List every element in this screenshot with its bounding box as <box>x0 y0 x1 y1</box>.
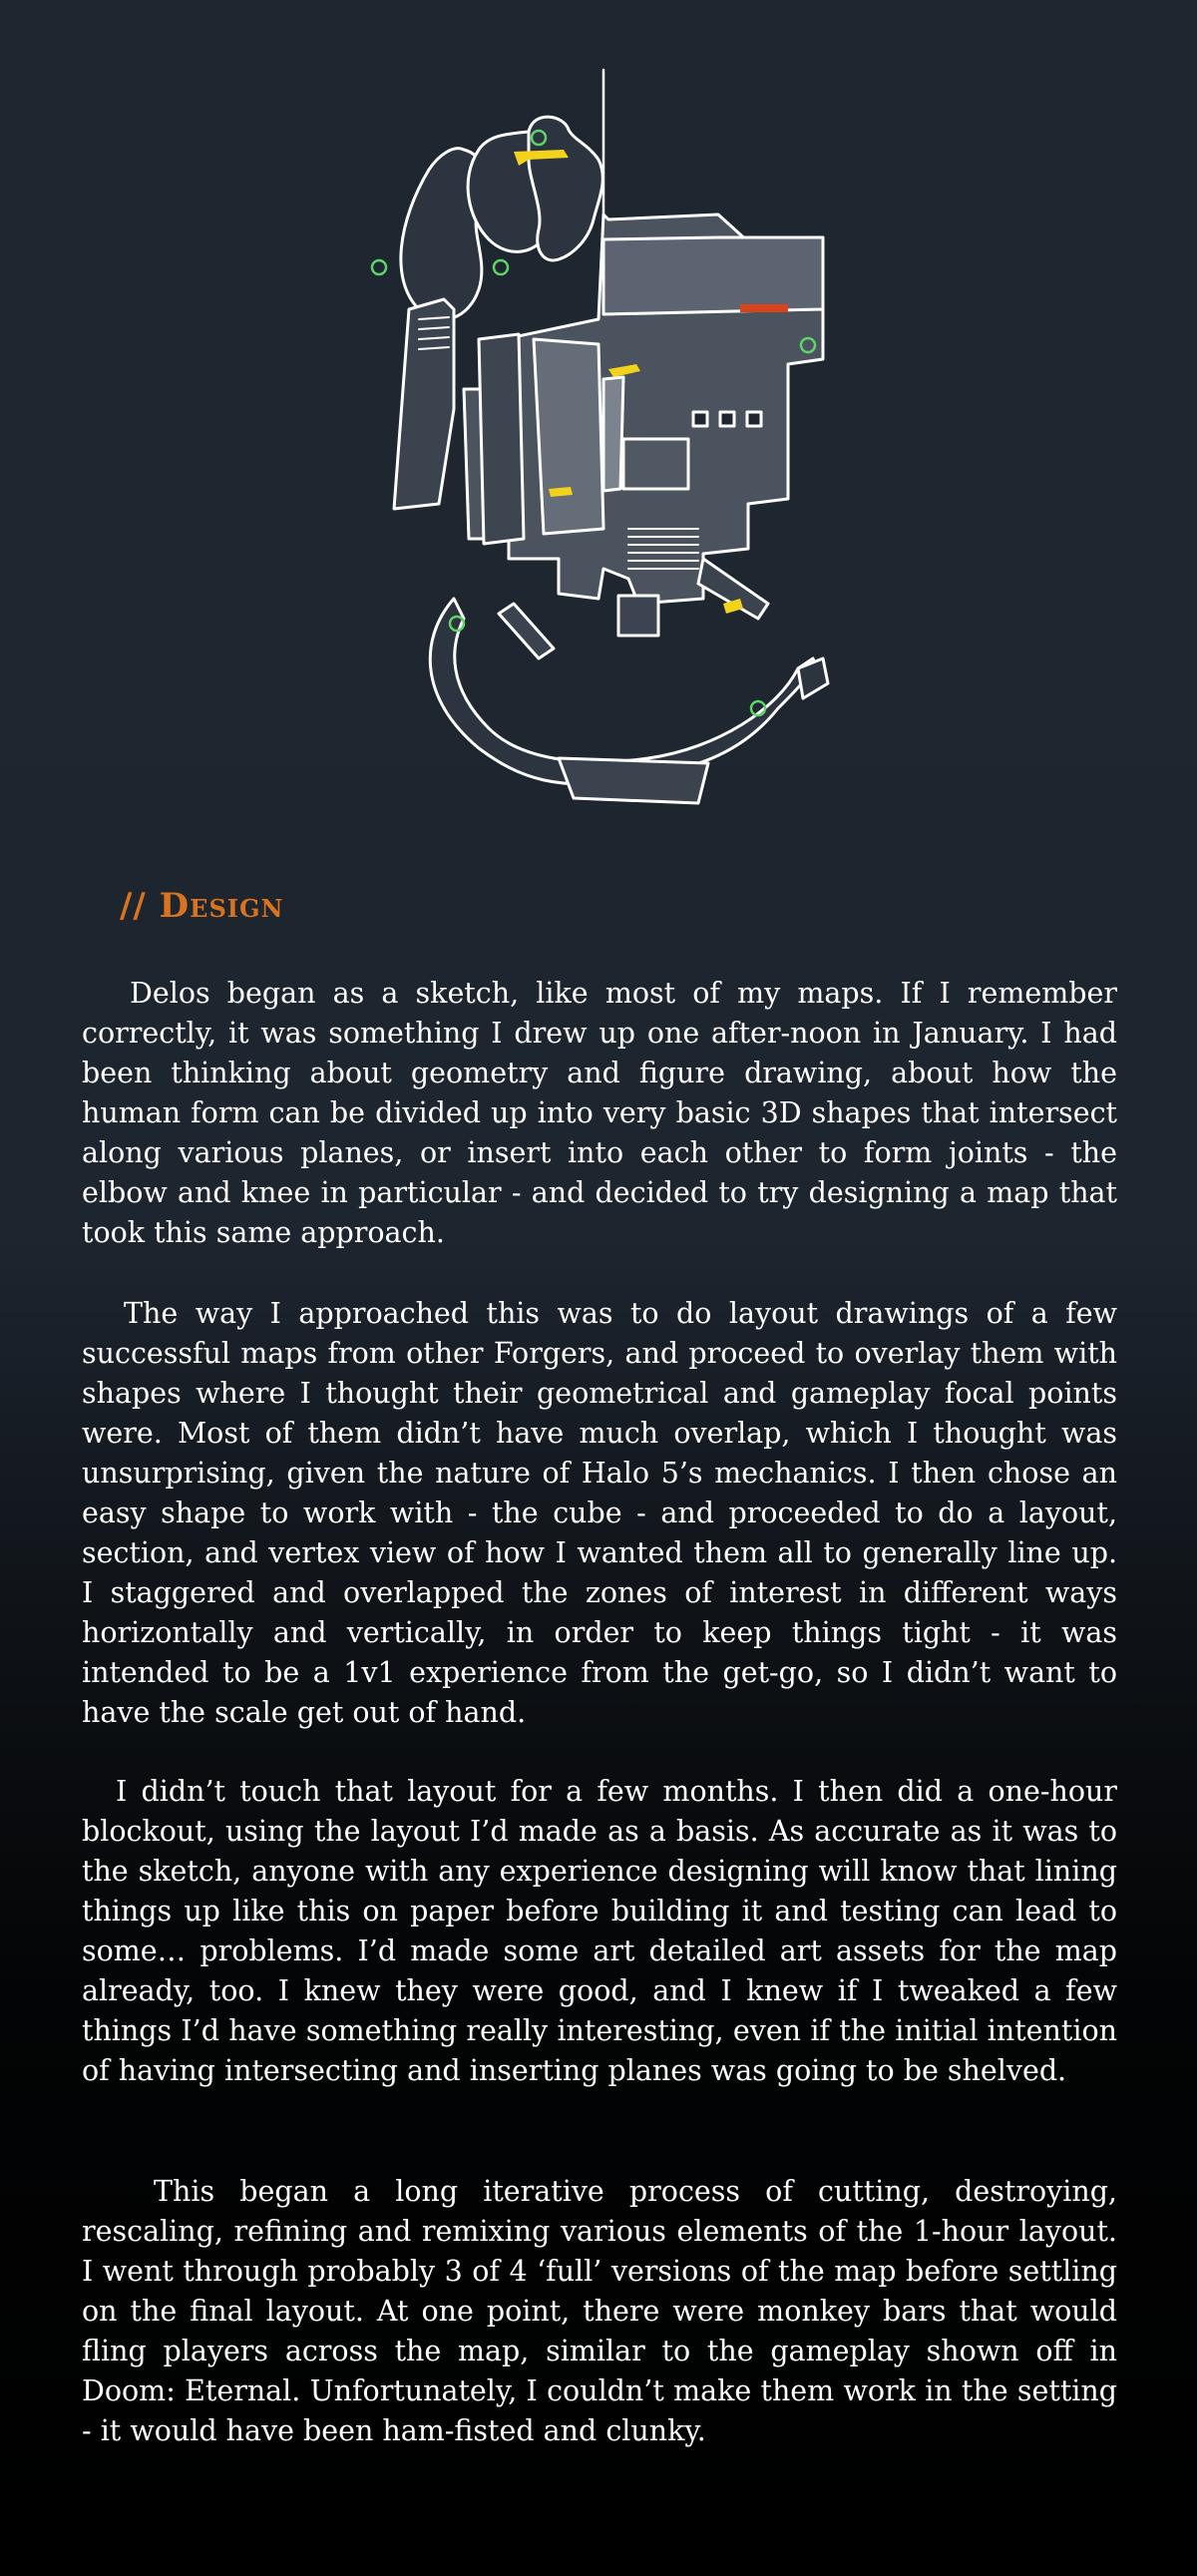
objective-marker-icon <box>740 304 788 312</box>
section-heading-design: // Design <box>120 886 284 926</box>
paragraph-2: The way I approached this was to do layout drawings of a few successful maps from other Forgers, and proceed to overlay them with shapes where I thought their geometrical and gameplay focal points were. Most of them didn’t have much overlap, which I thought was unsurprising, given the nature of Halo 5’s mechanics. I then chose an easy shape to work with - the cube - and proceeded to do a layout, section, and vertex view of how I wanted them all to generally line up. I staggered and overlapped the zones of interest in different ways horizontally and vertically, in order to keep things tight - it was intended to be a 1v1 experience from the get-go, so I didn’t want to have the scale get out of hand. <box>82 1297 1117 1729</box>
paragraph-1: Delos began as a sketch, like most of my maps. If I remember correctly, it was something I drew up one after-noon in January. I had been thinking about geometry and figure drawing, about how the human form can be divided up into very basic 3D shapes that intersect along various planes, or insert into each other to form joints - the elbow and knee in particular - and decided to try designing a map that took this same approach. <box>82 977 1117 1249</box>
paragraph-4: This began a long iterative process of cutting, destroying, rescaling, refining and remixing various elements of the 1-hour layout. I went through probably 3 of 4 ‘full’ versions of the map before settling on the final layout. At one point, there were monkey bars that would fling players across the map, similar to the gameplay shown off in Doom: Eternal. Unfortunately, I couldn’t make them work in the setting - it would have been ham-fisted and clunky. <box>82 2175 1117 2447</box>
paragraph-3: I didn’t touch that layout for a few months. I then did a one-hour blockout, using the layout I’d made as a basis. As accurate as it was to the sketch, anyone with any experience designing will know that lining things up like this on paper before building it and testing can lead to some… problems. I’d made some art detailed art assets for the map already, too. I knew they were good, and I knew if I tweaked a few things I’d have something really interesting, even if the initial intention of having intersecting and inserting planes was going to be shelved. <box>82 1775 1117 2087</box>
map-layout-sketch <box>359 60 838 828</box>
